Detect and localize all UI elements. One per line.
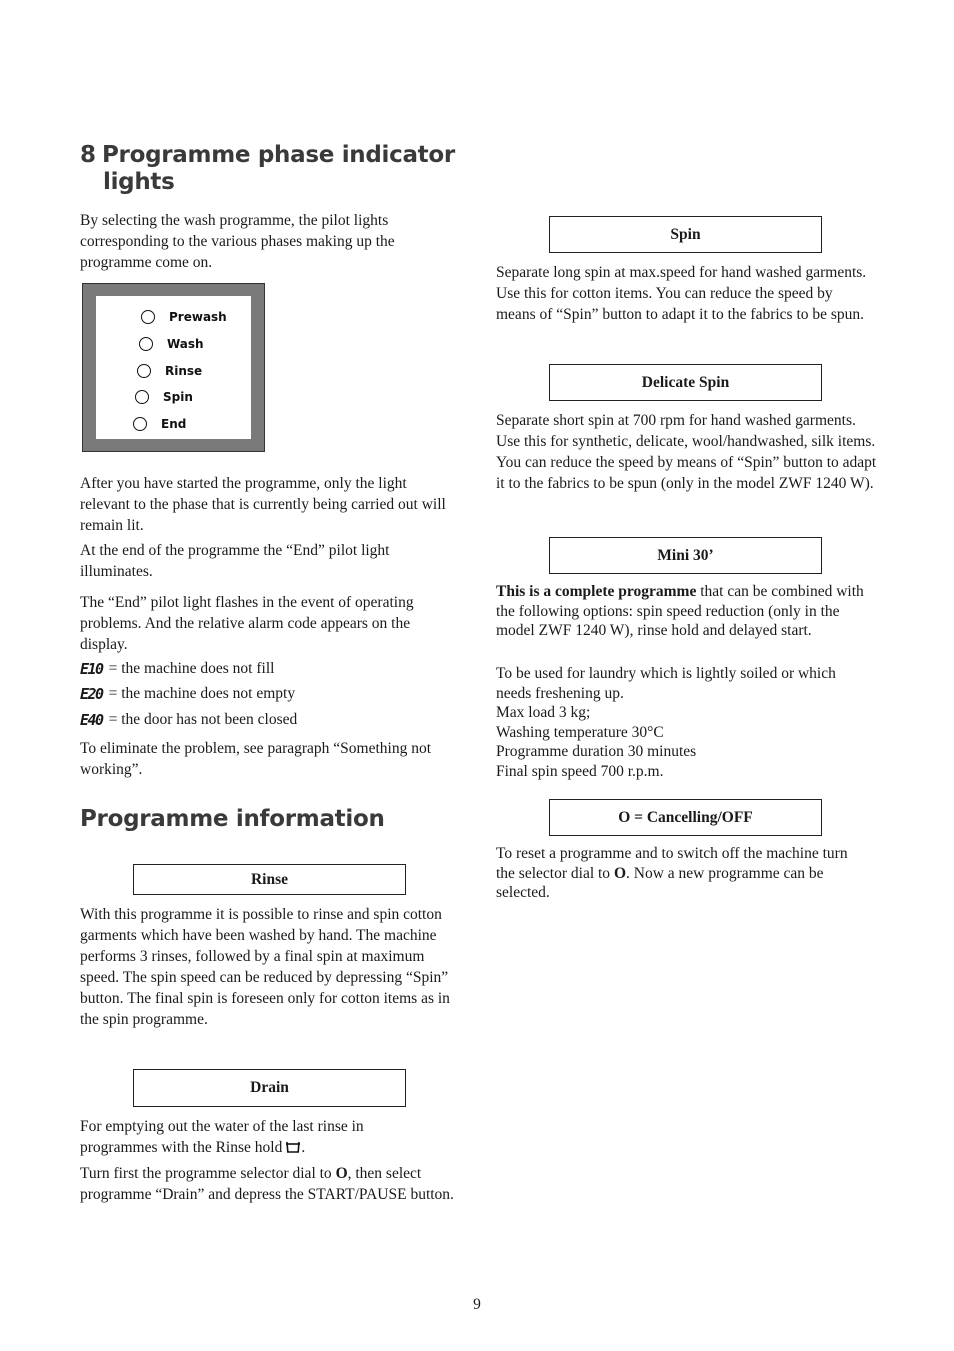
delicate-spin-paragraph: Separate short spin at 700 rpm for hand washed garments. Use this for synthetic, delicate, wool/handwashed, silk items. You can reduce the speed by means of “Spin” button to adapt it to the fabrics to be spun (only in the model ZWF 1240 W). — [496, 412, 877, 492]
programme-box-spin: Spin — [549, 216, 822, 253]
off-paragraph — [496, 844, 868, 903]
error-description: = the door has not been closed — [108, 711, 298, 728]
page-number: 9 — [473, 1296, 481, 1313]
eliminate-paragraph: To eliminate the problem, see paragraph “Something not working”. — [80, 740, 432, 778]
error-code: E40 — [80, 711, 103, 729]
section-number: 8 — [80, 142, 96, 168]
dial-position-off: O — [335, 1165, 348, 1182]
error-code: E10 — [80, 660, 103, 678]
phase-light-rinse — [137, 361, 202, 381]
error-code: E20 — [80, 685, 103, 703]
off-text-b: . Now a new programme can be selected. — [496, 864, 824, 901]
pilot-light-icon — [133, 417, 147, 431]
off-text-a: To reset a programme and to switch off the machine turn the selector dial to — [496, 845, 848, 882]
drain-paragraph-2 — [80, 1163, 460, 1205]
indicator-lights-panel-face — [96, 296, 251, 439]
drain-text: For emptying out the water of the last rinse in programmes with the Rinse hold — [80, 1118, 364, 1156]
dial-position-off: O — [613, 864, 626, 882]
phase-light-spin — [135, 387, 193, 407]
end-light-paragraph: At the end of the programme the “End” pilot light illuminates. — [80, 542, 390, 580]
programme-box-drain: Drain — [133, 1069, 406, 1107]
mini-temperature: Washing temperature 30°C — [496, 723, 664, 741]
indicator-lights-panel — [82, 283, 265, 452]
spin-paragraph: Separate long spin at max.speed for hand washed garments. Use this for cotton items. You can reduce the speed by means of “Spin” button to adapt it to the fabrics to be spun. — [496, 264, 867, 323]
mini-load: Max load 3 kg; — [496, 704, 591, 721]
programme-box-delicate-spin: Delicate Spin — [549, 364, 822, 401]
error-description: = the machine does not empty — [108, 685, 296, 702]
mini-use: To be used for laundry which is lightly soiled or which needs freshening up. — [496, 665, 836, 702]
rinse-paragraph: With this programme it is possible to rinse and spin cotton garments which have been washed by hand. The machine performs 3 rinses, followed by a final spin at maximum speed. The spin speed can be reduced by depressing “Spin” button. The final spin is foreseen only for cotton items as in the spin programme. — [80, 906, 450, 1028]
drain-paragraph-1 — [80, 1116, 410, 1158]
section-heading-programme-information: Programme information — [80, 806, 385, 832]
mini-bold-lead: This is a complete programme — [496, 583, 697, 600]
programme-box-rinse: Rinse — [133, 864, 406, 895]
error-row-e10 — [80, 659, 274, 679]
phase-light-end — [133, 414, 186, 434]
mini-paragraph — [496, 582, 868, 641]
flash-paragraph: The “End” pilot light flashes in the event of operating problems. And the relative alarm code appears on the display. — [80, 594, 414, 653]
section-heading-indicator-lights — [80, 142, 480, 196]
rinse-hold-icon — [285, 1140, 301, 1154]
pilot-light-icon — [139, 337, 153, 351]
pilot-light-icon — [137, 364, 151, 378]
pilot-light-icon — [135, 390, 149, 404]
mini-duration: Programme duration 30 minutes — [496, 743, 697, 760]
programme-box-off: O = Cancelling/OFF — [549, 799, 822, 836]
error-description: = the machine does not fill — [108, 660, 275, 677]
mini-spin-speed: Final spin speed 700 r.p.m. — [496, 762, 664, 780]
after-start-paragraph: After you have started the programme, only the light relevant to the phase that is currently being carried out will remain lit. — [80, 475, 446, 534]
phase-label: Prewash — [169, 310, 227, 324]
drain-text-a: Turn first the programme selector dial to — [80, 1165, 336, 1182]
phase-label: Spin — [163, 390, 193, 404]
mini-text: that can be combined with the following options: spin speed reduction (only in the model ZWF 1240 W), rinse hold and delayed start. — [496, 583, 864, 639]
error-row-e20 — [80, 684, 295, 704]
mini-details — [496, 664, 871, 781]
phase-label: Rinse — [165, 364, 203, 378]
drain-text-b: , then select programme “Drain” and depress the START/PAUSE button. — [80, 1165, 454, 1203]
phase-label: Wash — [167, 337, 204, 351]
programme-box-mini-30: Mini 30’ — [549, 537, 822, 574]
drain-text-end: . — [301, 1139, 306, 1156]
pilot-light-icon — [141, 310, 155, 324]
phase-light-wash — [139, 334, 204, 354]
heading-line-2: lights — [103, 169, 175, 195]
phase-light-prewash — [141, 307, 227, 327]
intro-paragraph: By selecting the wash programme, the pilot lights corresponding to the various phases making up the programme come on. — [80, 212, 395, 271]
phase-label: End — [161, 417, 187, 431]
heading-line-1: Programme phase indicator — [102, 142, 455, 168]
error-row-e40 — [80, 710, 297, 730]
